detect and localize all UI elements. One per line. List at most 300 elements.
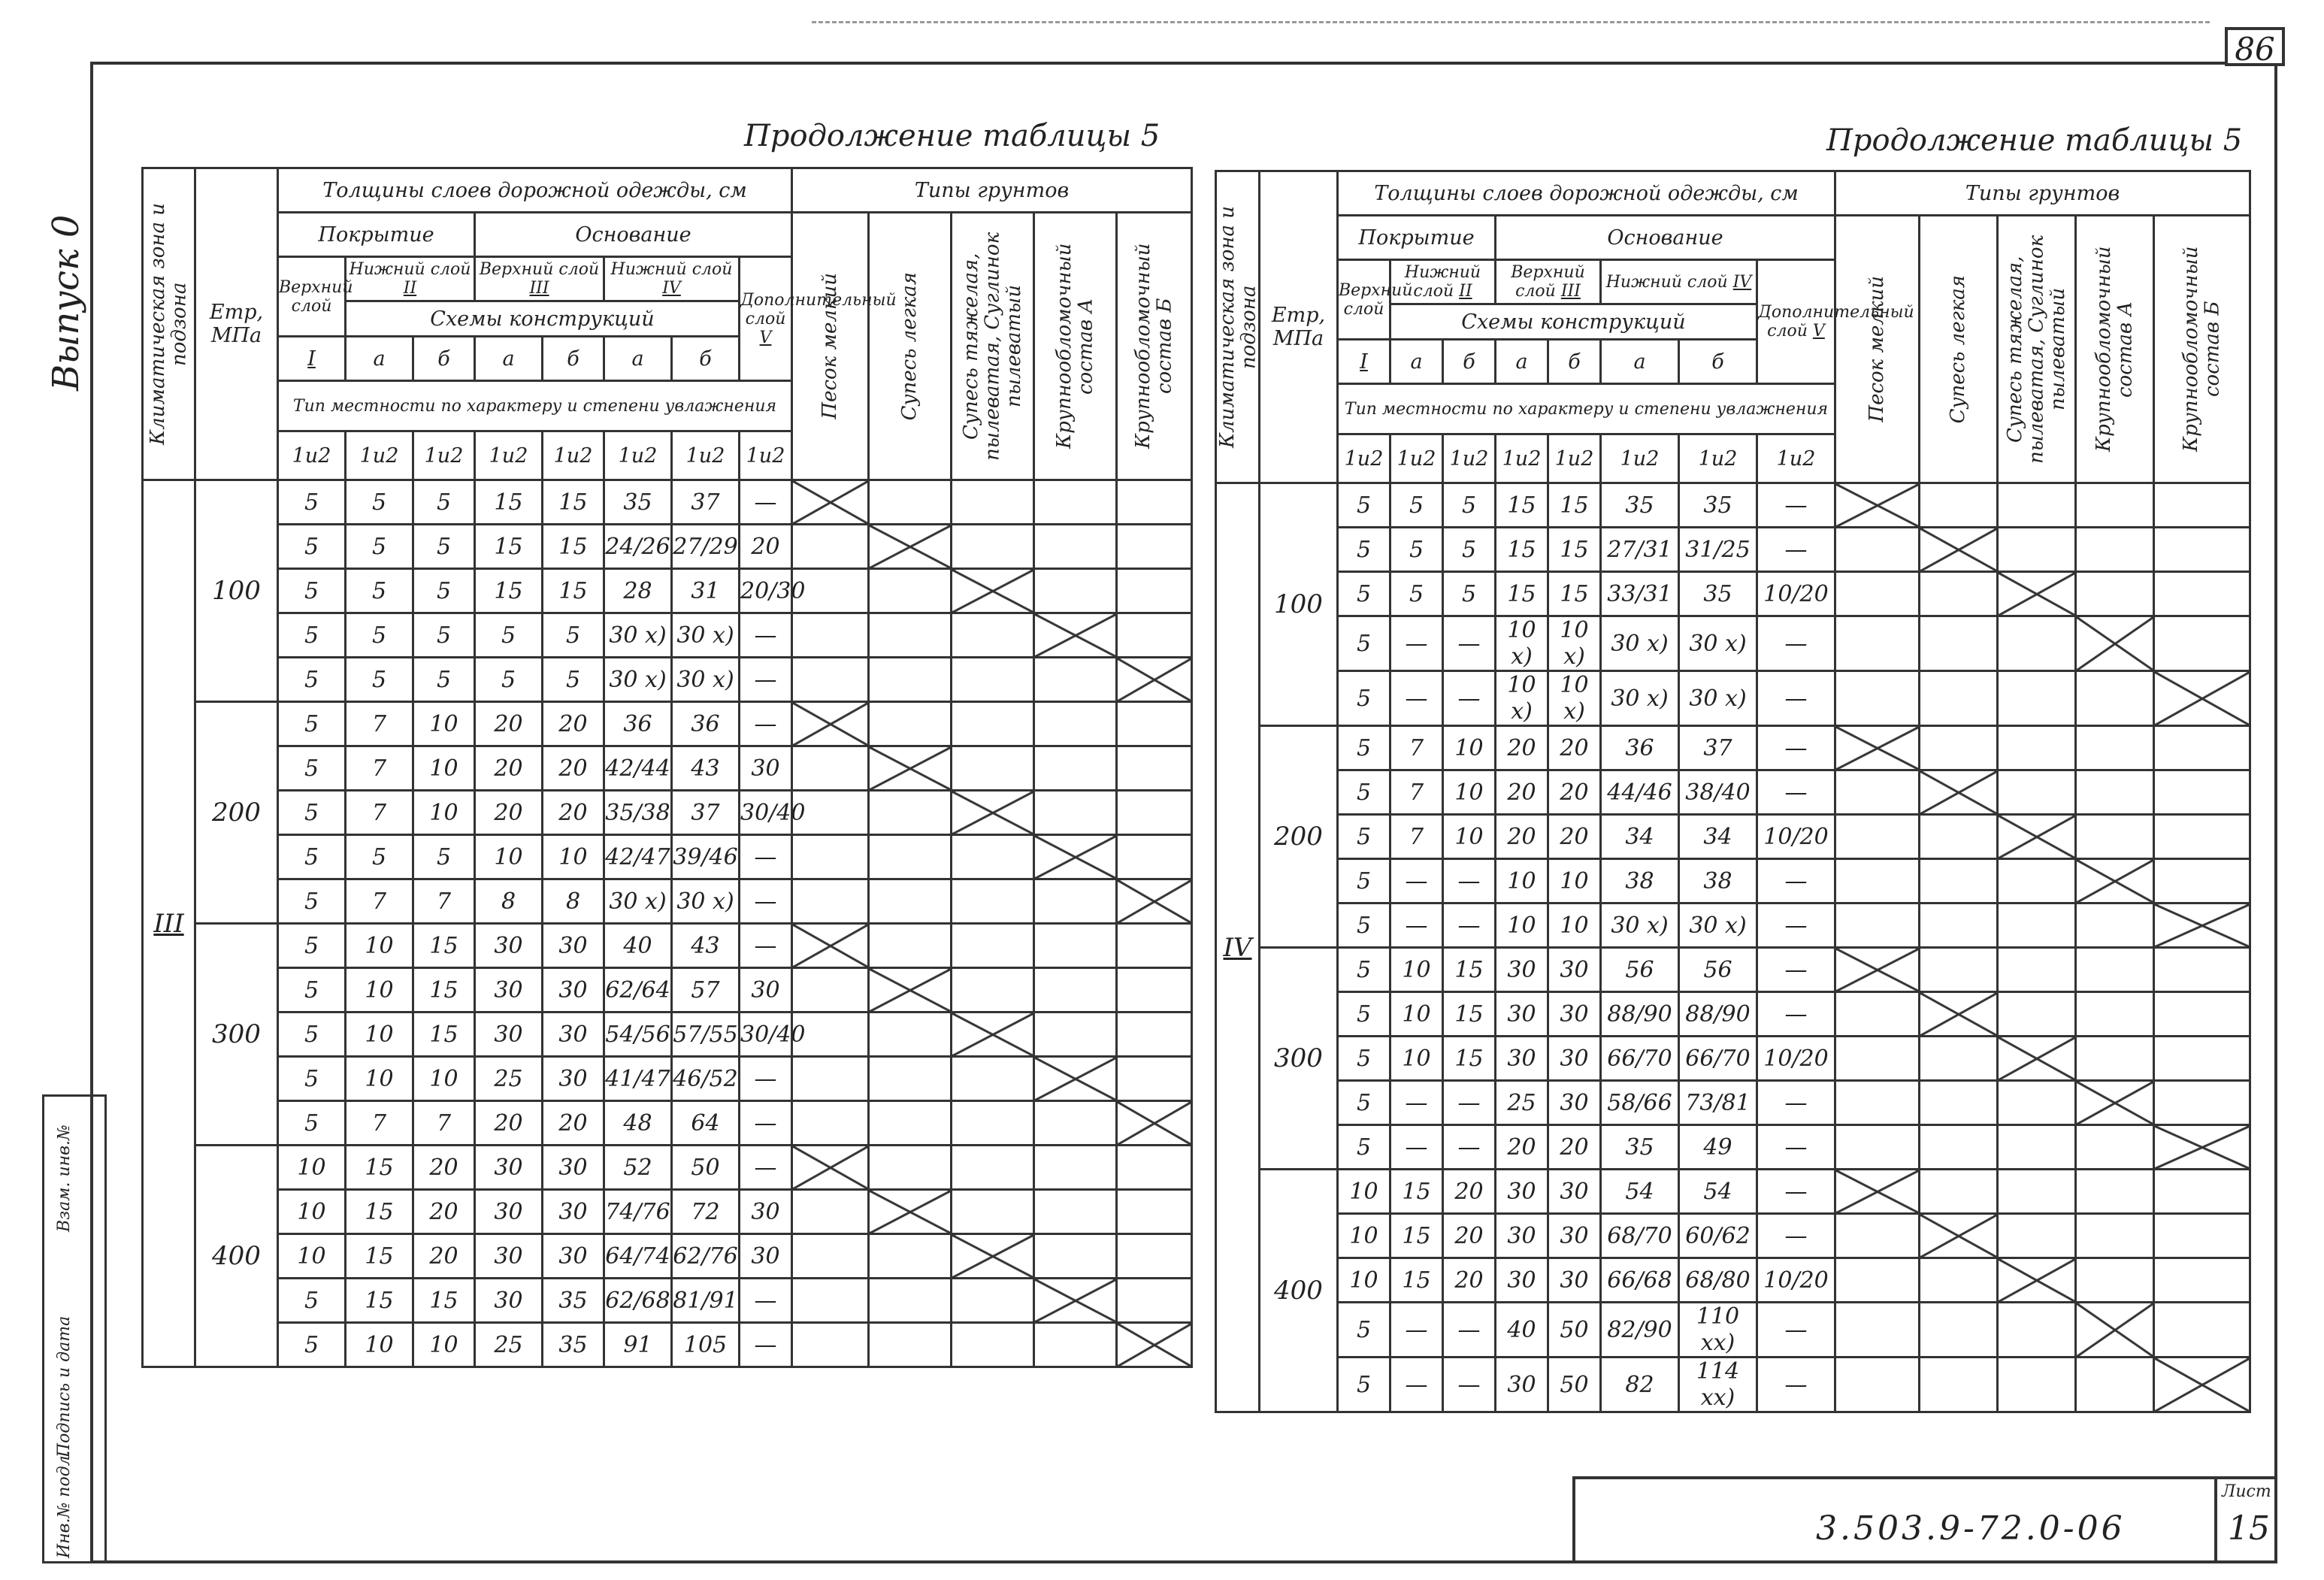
soil-cell bbox=[869, 1101, 952, 1146]
soil-match-cross bbox=[1034, 1279, 1117, 1323]
table-row bbox=[143, 569, 1192, 613]
soil-cell bbox=[1998, 726, 2076, 770]
sheet-number: 86 bbox=[2225, 27, 2285, 66]
thickness-cell: 36 bbox=[1601, 726, 1679, 770]
soil-cell bbox=[2076, 1125, 2154, 1170]
soil-cell bbox=[1920, 572, 1998, 616]
soil-cell bbox=[1835, 1037, 1920, 1081]
soil-match-cross bbox=[2154, 1358, 2250, 1412]
soil-cell bbox=[1920, 815, 1998, 859]
thickness-cell: — bbox=[1390, 1358, 1443, 1412]
vypusk-label: Выпуск 0 bbox=[45, 214, 87, 391]
thickness-cell: 30 bbox=[543, 1012, 604, 1057]
thickness-cell: 30 bbox=[475, 1279, 543, 1323]
sheet-value: 15 bbox=[2228, 1509, 2270, 1548]
table-row bbox=[1216, 770, 2250, 815]
thickness-cell: 38 bbox=[1679, 859, 1757, 904]
thickness-cell: 10 bbox=[1548, 904, 1601, 948]
soil-cell bbox=[792, 879, 869, 924]
soil-cell bbox=[1034, 480, 1117, 525]
thickness-cell: — bbox=[1757, 1303, 1835, 1358]
thickness-cell: 10 bbox=[413, 791, 475, 835]
soil-cell bbox=[952, 1057, 1034, 1101]
thickness-cell: 5 bbox=[1338, 1125, 1390, 1170]
etr-value: 400 bbox=[195, 1146, 278, 1367]
osnovanie-header: Основание bbox=[475, 213, 792, 257]
thickness-cell: 5 bbox=[1338, 616, 1390, 671]
thickness-cell: 30 bbox=[475, 1234, 543, 1279]
soil-cell bbox=[952, 1146, 1034, 1190]
scheme-a-label: а bbox=[1496, 340, 1548, 384]
thickness-cell: 30 bbox=[1548, 992, 1601, 1037]
thickness-cell: 110 xx) bbox=[1679, 1303, 1757, 1358]
etr-value: 200 bbox=[195, 702, 278, 924]
table-row bbox=[1216, 1170, 2250, 1214]
soil-type-header: Крупнообломочный состав Б bbox=[1117, 213, 1192, 480]
table-row bbox=[1216, 671, 2250, 726]
thickness-cell: 7 bbox=[346, 1101, 413, 1146]
thickness-cell: 7 bbox=[1390, 726, 1443, 770]
terrain-type-label: 1и2 bbox=[1390, 434, 1443, 483]
thickness-cell: 30 x) bbox=[1601, 671, 1679, 726]
thickness-cell: 10 bbox=[346, 1323, 413, 1367]
soil-cell bbox=[1920, 726, 1998, 770]
thickness-cell: 10 x) bbox=[1548, 671, 1601, 726]
layer-2-header: Нижний слой II bbox=[1390, 260, 1496, 304]
thickness-cell: 56 bbox=[1601, 948, 1679, 992]
thickness-cell: 28 bbox=[604, 569, 672, 613]
thickness-cell: — bbox=[1757, 859, 1835, 904]
thickness-cell: 30 x) bbox=[1601, 904, 1679, 948]
zone-header: Климатическая зона и подзона bbox=[143, 168, 195, 480]
thickness-cell: 10 bbox=[413, 1323, 475, 1367]
soil-cell bbox=[1117, 1279, 1192, 1323]
thickness-cell: 30 bbox=[1548, 1258, 1601, 1303]
soil-cell bbox=[1835, 572, 1920, 616]
thickness-cell: 15 bbox=[1496, 483, 1548, 528]
thickness-cell: 40 bbox=[604, 924, 672, 968]
left-table bbox=[141, 167, 1193, 1368]
thickness-cell: 35 bbox=[1601, 483, 1679, 528]
thickness-cell: 15 bbox=[1443, 992, 1496, 1037]
thickness-cell: 68/70 bbox=[1601, 1214, 1679, 1258]
thickness-cell: 37 bbox=[672, 791, 740, 835]
soil-type-header: Супесь тяжелая, пылеватая, Суглинок пылеватый bbox=[952, 213, 1034, 480]
thickness-cell: 30 bbox=[543, 1057, 604, 1101]
thickness-cell: 25 bbox=[1496, 1081, 1548, 1125]
thickness-cell: 35 bbox=[543, 1279, 604, 1323]
soil-cell bbox=[952, 480, 1034, 525]
table-row bbox=[143, 1101, 1192, 1146]
soil-match-cross bbox=[1835, 726, 1920, 770]
thickness-cell: 5 bbox=[1390, 483, 1443, 528]
thickness-cell: — bbox=[1390, 859, 1443, 904]
soil-cell bbox=[1835, 1358, 1920, 1412]
thickness-cell: 20 bbox=[1496, 1125, 1548, 1170]
thickness-cell: 10 bbox=[1548, 859, 1601, 904]
table-row bbox=[1216, 528, 2250, 572]
thickness-cell: 5 bbox=[346, 613, 413, 658]
thickness-cell: 10 bbox=[413, 746, 475, 791]
thickness-cell: 37 bbox=[672, 480, 740, 525]
soil-match-cross bbox=[1920, 528, 1998, 572]
soil-cell bbox=[1835, 815, 1920, 859]
thickness-cell: 15 bbox=[543, 525, 604, 569]
soil-cell bbox=[1117, 968, 1192, 1012]
layer-3-header: Верхний слой III bbox=[475, 257, 604, 301]
thickness-cell: — bbox=[1443, 1303, 1496, 1358]
thickness-cell: — bbox=[1390, 1303, 1443, 1358]
soil-cell bbox=[1034, 569, 1117, 613]
soil-cell bbox=[792, 658, 869, 702]
thickness-cell: 20 bbox=[543, 702, 604, 746]
thickness-cell: 24/26 bbox=[604, 525, 672, 569]
thickness-cell: 54 bbox=[1601, 1170, 1679, 1214]
soil-cell bbox=[1920, 483, 1998, 528]
table-row bbox=[1216, 1037, 2250, 1081]
terrain-type-label: 1и2 bbox=[1338, 434, 1390, 483]
soil-cell bbox=[2076, 483, 2154, 528]
layer-1-header: Верхний слой bbox=[1338, 260, 1390, 340]
thickness-cell: 30 bbox=[543, 924, 604, 968]
soil-cell bbox=[2076, 904, 2154, 948]
soil-match-cross bbox=[869, 525, 952, 569]
thickness-cell: 20 bbox=[1548, 1125, 1601, 1170]
soil-match-cross bbox=[952, 1234, 1034, 1279]
soil-cell bbox=[952, 968, 1034, 1012]
thickness-cell: — bbox=[740, 1146, 792, 1190]
soil-cell bbox=[1117, 1234, 1192, 1279]
table-row bbox=[1216, 948, 2250, 992]
osnovanie-header: Основание bbox=[1496, 216, 1835, 260]
thickness-cell: 20 bbox=[1443, 1170, 1496, 1214]
table-row bbox=[1216, 1258, 2250, 1303]
thickness-cell: 10 x) bbox=[1548, 616, 1601, 671]
soil-cell bbox=[1117, 835, 1192, 879]
terrain-type-label: 1и2 bbox=[740, 431, 792, 480]
thickness-cell: 5 bbox=[278, 1057, 346, 1101]
thickness-cell: 42/44 bbox=[604, 746, 672, 791]
thickness-cell: 56 bbox=[1679, 948, 1757, 992]
thickness-cell: — bbox=[1757, 904, 1835, 948]
soil-match-cross bbox=[1034, 613, 1117, 658]
thickness-cell: 5 bbox=[1338, 992, 1390, 1037]
soil-match-cross bbox=[1835, 483, 1920, 528]
thickness-cell: 15 bbox=[413, 968, 475, 1012]
thickness-cell: 30 x) bbox=[604, 613, 672, 658]
thickness-cell: 30 bbox=[1496, 1170, 1548, 1214]
thickness-cell: 10 bbox=[346, 924, 413, 968]
soil-match-cross bbox=[1920, 770, 1998, 815]
thickness-cell: 7 bbox=[346, 746, 413, 791]
thickness-cell: 30 x) bbox=[604, 658, 672, 702]
thickness-cell: 62/68 bbox=[604, 1279, 672, 1323]
soil-cell bbox=[869, 480, 952, 525]
soil-cell bbox=[1034, 525, 1117, 569]
soil-cell bbox=[1920, 904, 1998, 948]
thickness-cell: 5 bbox=[1338, 1081, 1390, 1125]
thickness-cell: 5 bbox=[1338, 1303, 1390, 1358]
thickness-cell: 72 bbox=[672, 1190, 740, 1234]
soil-cell bbox=[869, 924, 952, 968]
soil-cell bbox=[1117, 525, 1192, 569]
thickness-cell: 54/56 bbox=[604, 1012, 672, 1057]
terrain-type-label: 1и2 bbox=[1443, 434, 1496, 483]
soil-cell bbox=[1117, 791, 1192, 835]
thickness-cell: 5 bbox=[278, 525, 346, 569]
scheme-b-label: б bbox=[413, 337, 475, 381]
thickness-cell: 10 bbox=[1338, 1170, 1390, 1214]
thickness-cell: 7 bbox=[1390, 770, 1443, 815]
soil-cell bbox=[869, 1234, 952, 1279]
soil-cell bbox=[869, 702, 952, 746]
soil-cell bbox=[792, 1323, 869, 1367]
thickness-cell: 15 bbox=[475, 569, 543, 613]
thickness-cell: 30 x) bbox=[672, 613, 740, 658]
soil-type-header: Супесь легкая bbox=[1920, 216, 1998, 483]
thickness-cell: — bbox=[1757, 671, 1835, 726]
thickness-cell: 20 bbox=[413, 1190, 475, 1234]
soil-cell bbox=[1034, 968, 1117, 1012]
scheme-a-label: а bbox=[604, 337, 672, 381]
soil-match-cross bbox=[2076, 859, 2154, 904]
terrain-type-label: 1и2 bbox=[543, 431, 604, 480]
soil-match-cross bbox=[1998, 1037, 2076, 1081]
soil-match-cross bbox=[2076, 1081, 2154, 1125]
soil-cell bbox=[1998, 1125, 2076, 1170]
thickness-cell: 20 bbox=[1496, 815, 1548, 859]
soil-cell bbox=[1998, 992, 2076, 1037]
left-binding-strip bbox=[42, 1094, 107, 1563]
table-row bbox=[143, 1279, 1192, 1323]
table-row bbox=[143, 1057, 1192, 1101]
soil-cell bbox=[2154, 528, 2250, 572]
thickness-cell: 5 bbox=[475, 658, 543, 702]
podpis-data-label: Подпись и дата bbox=[55, 1315, 74, 1457]
thickness-cell: 64/74 bbox=[604, 1234, 672, 1279]
thickness-cell: 20 bbox=[475, 702, 543, 746]
table-row bbox=[1216, 815, 2250, 859]
soil-cell bbox=[869, 879, 952, 924]
thickness-cell: 34 bbox=[1601, 815, 1679, 859]
thickness-cell: 5 bbox=[278, 746, 346, 791]
thickness-cell: 10 bbox=[1390, 1037, 1443, 1081]
terrain-type-label: 1и2 bbox=[413, 431, 475, 480]
terrain-type-label: 1и2 bbox=[1496, 434, 1548, 483]
thickness-cell: 10/20 bbox=[1757, 572, 1835, 616]
right-table-title: Продолжение таблицы 5 bbox=[1826, 123, 2243, 158]
thickness-cell: 30 bbox=[475, 968, 543, 1012]
thickness-cell: 5 bbox=[346, 525, 413, 569]
soil-type-header: Крупнообломочный состав А bbox=[2076, 216, 2154, 483]
soil-cell bbox=[2076, 992, 2154, 1037]
soil-cell bbox=[2076, 815, 2154, 859]
thickness-cell: 30 x) bbox=[1679, 671, 1757, 726]
thickness-cell: 30 bbox=[740, 968, 792, 1012]
layer-1-header: Верхний слой bbox=[278, 257, 346, 337]
soil-cell bbox=[869, 658, 952, 702]
soil-type-header: Песок мелкий bbox=[1835, 216, 1920, 483]
soil-cell bbox=[792, 1234, 869, 1279]
thickness-cell: 38/40 bbox=[1679, 770, 1757, 815]
soil-match-cross bbox=[2154, 671, 2250, 726]
soil-cell bbox=[1117, 1057, 1192, 1101]
thickness-cell: — bbox=[1390, 671, 1443, 726]
thickness-cell: — bbox=[1390, 1125, 1443, 1170]
thickness-cell: — bbox=[740, 1279, 792, 1323]
thickness-cell: 15 bbox=[346, 1234, 413, 1279]
soil-cell bbox=[952, 525, 1034, 569]
soil-cell bbox=[1034, 746, 1117, 791]
thickness-cell: 5 bbox=[543, 613, 604, 658]
thickness-cell: 20 bbox=[413, 1234, 475, 1279]
soil-cell bbox=[2076, 726, 2154, 770]
thickness-cell: 48 bbox=[604, 1101, 672, 1146]
soil-cell bbox=[952, 1190, 1034, 1234]
thickness-cell: 20 bbox=[413, 1146, 475, 1190]
thickness-cell: 15 bbox=[1548, 528, 1601, 572]
soil-cell bbox=[2076, 528, 2154, 572]
soil-cell bbox=[1920, 1358, 1998, 1412]
soil-match-cross bbox=[1034, 835, 1117, 879]
table-row bbox=[143, 525, 1192, 569]
soil-cell bbox=[2076, 1214, 2154, 1258]
thickness-cell: 10 bbox=[1338, 1258, 1390, 1303]
thickness-cell: 5 bbox=[278, 1279, 346, 1323]
table-row bbox=[143, 1234, 1192, 1279]
soil-cell bbox=[792, 746, 869, 791]
thickness-cell: 15 bbox=[1496, 528, 1548, 572]
thickness-cell: 91 bbox=[604, 1323, 672, 1367]
thickness-cell: 20 bbox=[475, 746, 543, 791]
thickness-cell: 43 bbox=[672, 746, 740, 791]
soil-cell bbox=[869, 1146, 952, 1190]
thickness-cell: 20 bbox=[1443, 1214, 1496, 1258]
etr-header: Етр, МПа bbox=[195, 168, 278, 480]
thickness-cell: 10 bbox=[278, 1234, 346, 1279]
thickness-cell: 50 bbox=[672, 1146, 740, 1190]
thickness-cell: 5 bbox=[413, 569, 475, 613]
soil-cell bbox=[869, 569, 952, 613]
thickness-cell: — bbox=[1757, 770, 1835, 815]
soil-cell bbox=[1117, 480, 1192, 525]
soil-cell bbox=[869, 613, 952, 658]
scheme-b-label: б bbox=[1679, 340, 1757, 384]
soil-cell bbox=[952, 879, 1034, 924]
soil-cell bbox=[1920, 1303, 1998, 1358]
thickness-cell: 20 bbox=[1443, 1258, 1496, 1303]
table-row bbox=[143, 746, 1192, 791]
thickness-cell: 5 bbox=[1338, 770, 1390, 815]
soil-cell bbox=[1034, 791, 1117, 835]
soil-cell bbox=[2154, 1303, 2250, 1358]
etr-header: Етр, МПа bbox=[1260, 171, 1338, 483]
thickness-cell: 20 bbox=[740, 525, 792, 569]
thickness-cell: 5 bbox=[1338, 1037, 1390, 1081]
soil-cell bbox=[1835, 1081, 1920, 1125]
thickness-cell: — bbox=[1757, 528, 1835, 572]
layer-5-header: Дополнительный слой V bbox=[1757, 260, 1835, 384]
thickness-cell: 54 bbox=[1679, 1170, 1757, 1214]
soils-header: Типы грунтов bbox=[792, 168, 1192, 213]
soil-cell bbox=[952, 702, 1034, 746]
thickness-cell: 5 bbox=[1338, 671, 1390, 726]
thickness-cell: 81/91 bbox=[672, 1279, 740, 1323]
thickness-cell: 5 bbox=[413, 480, 475, 525]
soil-cell bbox=[2076, 1358, 2154, 1412]
soil-cell bbox=[869, 791, 952, 835]
thickness-cell: 36 bbox=[672, 702, 740, 746]
soil-cell bbox=[1117, 613, 1192, 658]
soil-cell bbox=[1034, 924, 1117, 968]
table-row bbox=[143, 835, 1192, 879]
zone-header: Климатическая зона и подзона bbox=[1216, 171, 1260, 483]
thickness-cell: 10 bbox=[1443, 726, 1496, 770]
soil-cell bbox=[1835, 1303, 1920, 1358]
thickness-cell: — bbox=[1757, 1081, 1835, 1125]
thickness-cell: — bbox=[1757, 616, 1835, 671]
table-row bbox=[143, 879, 1192, 924]
soil-cell bbox=[952, 924, 1034, 968]
thickness-cell: 35 bbox=[604, 480, 672, 525]
soil-cell bbox=[1034, 1190, 1117, 1234]
soil-cell bbox=[1920, 616, 1998, 671]
thickness-cell: — bbox=[1757, 726, 1835, 770]
soil-cell bbox=[1034, 702, 1117, 746]
soil-cell bbox=[2076, 1258, 2154, 1303]
thickness-cell: 36 bbox=[604, 702, 672, 746]
table-row bbox=[143, 968, 1192, 1012]
soil-cell bbox=[1998, 616, 2076, 671]
thickness-cell: — bbox=[740, 1323, 792, 1367]
terrain-type-label: 1и2 bbox=[672, 431, 740, 480]
thickness-cell: 30 x) bbox=[672, 658, 740, 702]
soil-cell bbox=[2076, 770, 2154, 815]
soil-match-cross bbox=[2154, 1125, 2250, 1170]
soil-cell bbox=[1835, 770, 1920, 815]
soil-cell bbox=[869, 1279, 952, 1323]
scheme-a-label: а bbox=[1390, 340, 1443, 384]
inv-podl-label: Инв.№ подл. bbox=[55, 1450, 74, 1558]
thickness-cell: 15 bbox=[475, 525, 543, 569]
thickness-cell: 46/52 bbox=[672, 1057, 740, 1101]
scheme-a-label: а bbox=[346, 337, 413, 381]
thickness-cell: 30 bbox=[740, 746, 792, 791]
thickness-cell: 7 bbox=[346, 791, 413, 835]
soil-cell bbox=[1998, 1081, 2076, 1125]
soil-match-cross bbox=[792, 702, 869, 746]
thickness-cell: 41/47 bbox=[604, 1057, 672, 1101]
thickness-cell: 5 bbox=[1338, 859, 1390, 904]
thickness-cell: 5 bbox=[278, 924, 346, 968]
terrain-type-label: 1и2 bbox=[1601, 434, 1679, 483]
thickness-cell: 15 bbox=[1390, 1214, 1443, 1258]
zone-value: IV bbox=[1216, 483, 1260, 1412]
thickness-cell: 30 bbox=[1496, 1358, 1548, 1412]
thickness-cell: — bbox=[1757, 1170, 1835, 1214]
thickness-cell: 88/90 bbox=[1601, 992, 1679, 1037]
soil-cell bbox=[869, 1323, 952, 1367]
table-row bbox=[1216, 904, 2250, 948]
terrain-type-label: 1и2 bbox=[346, 431, 413, 480]
soil-cell bbox=[1998, 1303, 2076, 1358]
thickness-cell: 58/66 bbox=[1601, 1081, 1679, 1125]
thickness-cell: 30 bbox=[1496, 948, 1548, 992]
soil-cell bbox=[952, 658, 1034, 702]
thickness-cell: 5 bbox=[1338, 572, 1390, 616]
scheme-a-label: а bbox=[1601, 340, 1679, 384]
table-row bbox=[1216, 1081, 2250, 1125]
